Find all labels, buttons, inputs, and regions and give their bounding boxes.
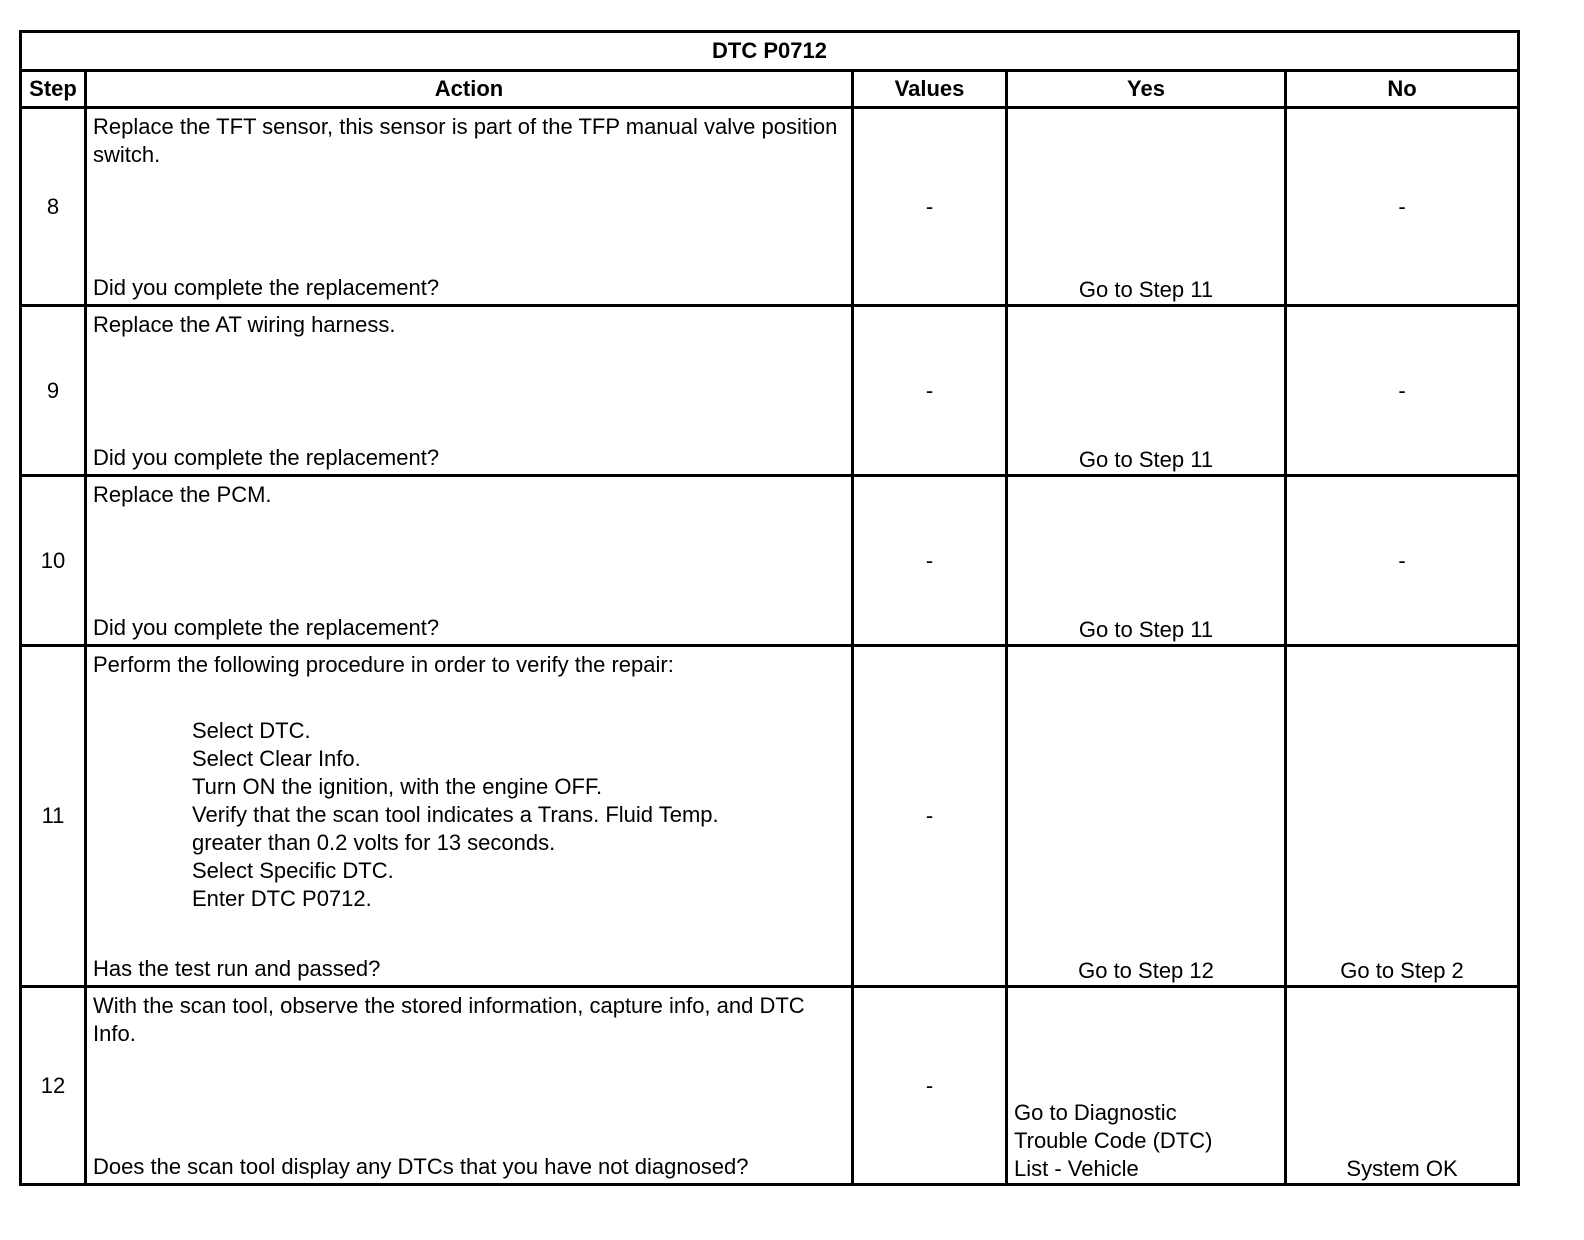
yes-cell: Go to Step 12	[1007, 646, 1286, 987]
step-number: 8	[21, 108, 86, 306]
table-row	[21, 987, 1519, 1185]
action-question: Has the test run and passed?	[93, 956, 381, 981]
step-number: 10	[21, 476, 86, 646]
procedure-step: Select DTC.	[192, 718, 311, 743]
procedure-step: Turn ON the ignition, with the engine OFF.	[192, 774, 603, 799]
procedure-step: greater than 0.2 volts for 13 seconds.	[192, 830, 556, 855]
action-cell	[86, 108, 853, 306]
yes-cell: Go to Step 11	[1007, 306, 1286, 476]
step-number: 12	[21, 987, 86, 1185]
action-text: Replace the TFT sensor, this sensor is part of the TFP manual valve position switch.	[93, 114, 838, 167]
yes-line: Go to Diagnostic	[1014, 1100, 1177, 1125]
action-text: Replace the AT wiring harness.	[93, 312, 396, 337]
action-question: Did you complete the replacement?	[93, 275, 440, 300]
action-cell	[86, 476, 853, 646]
no-cell: -	[1286, 306, 1519, 476]
table-title: DTC P0712	[21, 32, 1519, 71]
no-cell: -	[1286, 476, 1519, 646]
action-text: Replace the PCM.	[93, 482, 272, 507]
action-text: Perform the following procedure in order to verify the repair:	[93, 652, 674, 677]
header-no: No	[1286, 71, 1519, 108]
header-step: Step	[21, 71, 86, 108]
procedure-step: Select Clear Info.	[192, 746, 361, 771]
action-question: Does the scan tool display any DTCs that you have not diagnosed?	[93, 1154, 749, 1179]
yes-cell: Go to Step 11	[1007, 476, 1286, 646]
procedure-step: Select Specific DTC.	[192, 858, 394, 883]
step-number: 11	[21, 646, 86, 987]
values-cell: -	[853, 306, 1007, 476]
yes-line: List - Vehicle	[1014, 1156, 1139, 1181]
action-cell	[86, 987, 853, 1185]
action-question: Did you complete the replacement?	[93, 615, 440, 640]
table-row	[21, 476, 1519, 646]
values-cell: -	[853, 646, 1007, 987]
action-text: With the scan tool, observe the stored information, capture info, and DTC Info.	[93, 993, 805, 1046]
table-row	[21, 306, 1519, 476]
values-cell: -	[853, 987, 1007, 1185]
header-row	[21, 71, 1519, 108]
action-cell	[86, 306, 853, 476]
procedure-step: Verify that the scan tool indicates a Trans. Fluid Temp.	[192, 802, 719, 827]
yes-line: Trouble Code (DTC)	[1014, 1128, 1213, 1153]
procedure-step: Enter DTC P0712.	[192, 886, 372, 911]
action-question: Did you complete the replacement?	[93, 445, 440, 470]
values-cell: -	[853, 108, 1007, 306]
table-row	[21, 646, 1519, 987]
no-cell: -	[1286, 108, 1519, 306]
header-action: Action	[86, 71, 853, 108]
title-row	[21, 32, 1519, 71]
dtc-table	[19, 30, 1520, 1186]
values-cell: -	[853, 476, 1007, 646]
action-cell	[86, 646, 853, 987]
header-yes: Yes	[1007, 71, 1286, 108]
step-number: 9	[21, 306, 86, 476]
header-values: Values	[853, 71, 1007, 108]
no-cell: Go to Step 2	[1286, 646, 1519, 987]
table-row	[21, 108, 1519, 306]
no-cell: System OK	[1286, 987, 1519, 1185]
procedure-list	[87, 717, 851, 913]
yes-cell: Go to Step 11	[1007, 108, 1286, 306]
yes-cell	[1007, 987, 1286, 1185]
